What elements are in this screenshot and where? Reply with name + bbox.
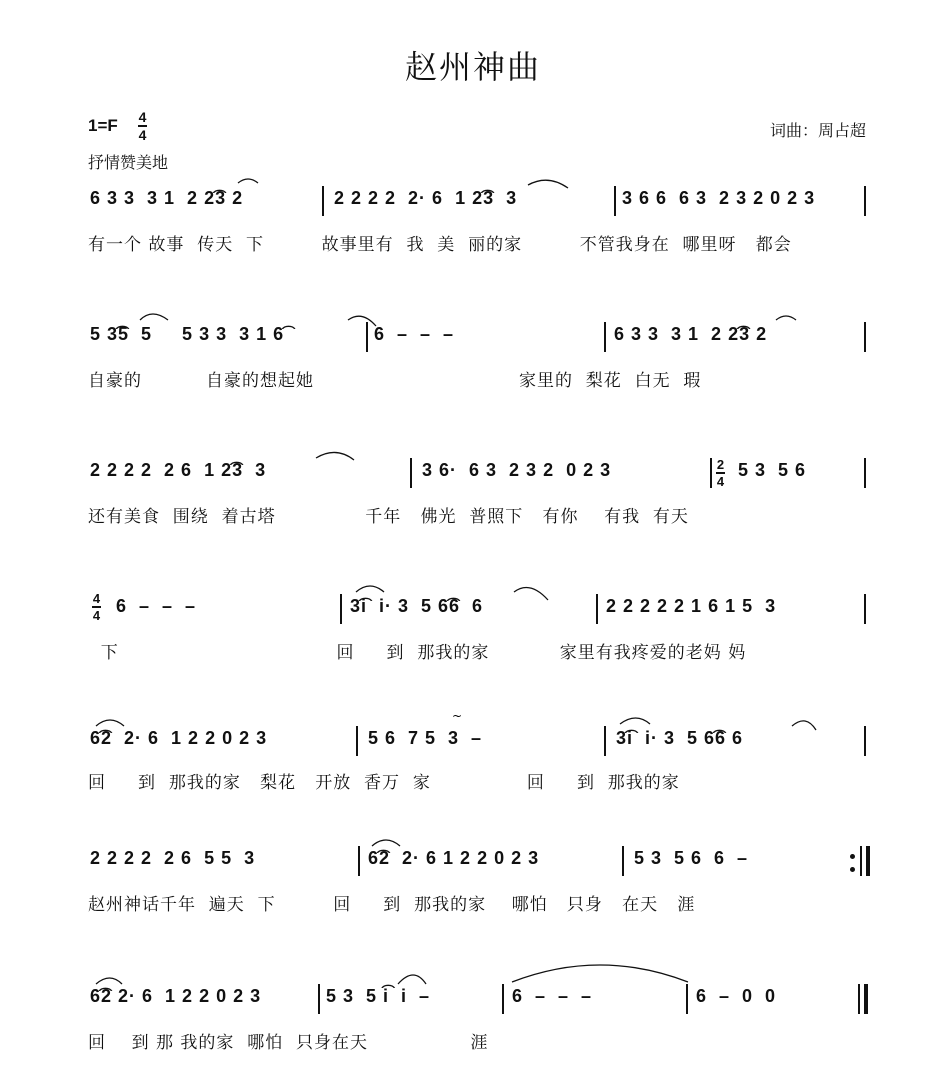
measure: 6 – – – bbox=[374, 324, 455, 344]
measure: 2 2 2 2 2 6 5 5 3 bbox=[90, 848, 256, 868]
measure: 5 3 5 i͡ i – bbox=[326, 986, 431, 1006]
measure: 3͡i i· 3 5 6͡6 6 bbox=[616, 728, 744, 748]
measure: 6͡2 2· 6 1 2 2 0 2 3 bbox=[90, 986, 262, 1006]
measure: 6 3 3 3 1 2 2͡3 2 bbox=[90, 188, 244, 208]
measure: 3͡i i· 3 5 6͡6 6 bbox=[350, 596, 484, 616]
lyrics-line: 下 回 到 那我的家 家里有我疼爱的老妈 妈 bbox=[88, 643, 747, 663]
lyrics-line: 还有美食 围绕 着古塔 千年 佛光 普照下 有你 有我 有天 bbox=[88, 507, 689, 527]
measure: 5 3͡5 5 5 3 3 3 1 6͡ bbox=[90, 324, 285, 344]
lyrics-line: 赵州神话千年 遍天 下 回 到 那我的家 哪怕 只身 在天 涯 bbox=[88, 895, 696, 915]
measure: 2 2 2 2 2· 6 1 2͡3 3 bbox=[334, 188, 518, 208]
key-signature: 1=F bbox=[88, 116, 118, 135]
lyrics-line: 自豪的 自豪的想起她 家里的 梨花 白无 瑕 bbox=[88, 371, 702, 391]
measure: 6͡2 2· 6 1 2 2 0 2 3 bbox=[90, 728, 268, 748]
svg-text:~: ~ bbox=[452, 709, 463, 723]
measure: 5 3 5 6 bbox=[738, 460, 807, 480]
composer-credit: 词曲：周占超 bbox=[769, 121, 866, 140]
measure: 3 6· 6 3 2 3 2 0 2 3 bbox=[422, 460, 612, 480]
measure: 5 3 5 6 6 – bbox=[634, 848, 749, 868]
song-title: 赵州神曲 bbox=[404, 48, 541, 86]
time-signature-numerator: 4 bbox=[138, 109, 147, 125]
measure: 6 – 0 0 bbox=[696, 986, 777, 1006]
lyrics-line: 回 到 那 我的家 哪怕 只身在天 涯 bbox=[88, 1033, 489, 1053]
lyrics-line: 有一个 故事 传天 下 故事里有 我 美 丽的家 不管我身在 哪里呀 都会 bbox=[88, 235, 792, 255]
measure: 6 – – – bbox=[116, 596, 197, 616]
measure: 2 2 2 2 2 6 1 2͡3 3 bbox=[90, 460, 267, 480]
lyrics-line: 回 到 那我的家 梨花 开放 香万 家 回 到 那我的家 bbox=[88, 773, 680, 793]
time-signature-denominator: 4 bbox=[138, 126, 147, 143]
measure: 6 – – – bbox=[512, 986, 593, 1006]
measure: 6 3 3 3 1 2 2͡3 2 bbox=[614, 324, 768, 344]
measure: 6͡2 2· 6 1 2 2 0 2 3 bbox=[368, 848, 540, 868]
measure: 2 2 2 2 2 1 6 1 5 3 bbox=[606, 596, 777, 616]
expression-marking: 抒情赞美地 bbox=[88, 153, 169, 172]
measure: 3 6 6 6 3 2 3 2 0 2 3 bbox=[622, 188, 816, 208]
time-change-4-4: 4 4 bbox=[92, 591, 101, 623]
measure: 5 6 7 5 3 – bbox=[368, 728, 483, 748]
time-change-2-4: 2 4 bbox=[716, 457, 725, 489]
